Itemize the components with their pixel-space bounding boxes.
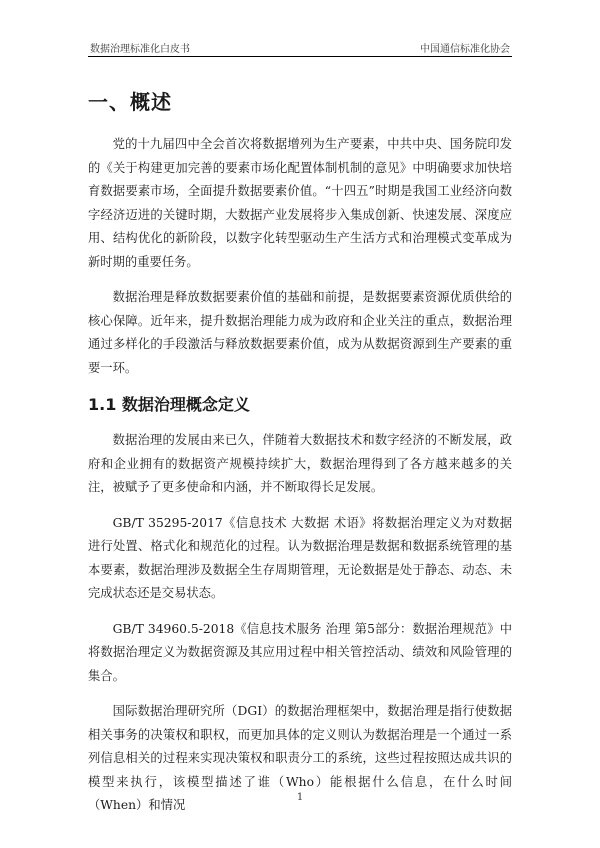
subsection-paragraph-4: 国际数据治理研究所（DGI）的数据治理框架中，数据治理是指行使数据相关事务的决策权和职权，而更加具体的定义则认为数据治理是一个通过一系列信息相关的过程来实现决策权和职责分工的系统，这些过程按照达成共识的模型来执行，该模型描述了谁（Who）能根据什么信息，在什么时间（When）和情况 (88, 704, 512, 812)
section-paragraph-2: 数据治理是释放数据要素价值的基础和前提，是数据要素资源优质供给的核心保障。近年来，提升数据治理能力成为政府和企业关注的重点，数据治理通过多样化的手段激活与释放数据要素价值，成为从数据资源到生产要素的重要一环。 (88, 290, 512, 375)
subsection-title: 1.1 数据治理概念定义 (88, 395, 250, 414)
header-document-title: 数据治理标准化白皮书 (90, 44, 190, 55)
page-footer (0, 792, 600, 803)
section-paragraph-1: 党的十九届四中全会首次将数据增列为生产要素，中共中央、国务院印发的《关于构建更加完善的要素市场化配置体制机制的意见》中明确要求加快培育数据要素市场，全面提升数据要素价值。“十四五”时期是我国工业经济向数字经济迈进的关键时期，大数据产业发展将步入集成创新、快速发展、深度应用、结构优化的新阶段，以数字化转型驱动生产生活方式和治理模式变革成为新时期的重要任务。 (88, 137, 512, 269)
subsection-paragraph-3: GB/T 34960.5-2018《信息技术服务 治理 第5部分：数据治理规范》中将数据治理定义为数据资源及其应用过程中相关管控活动、绩效和风险管理的集合。 (88, 621, 512, 683)
subsection-paragraph-2: GB/T 35295-2017《信息技术 大数据 术语》将数据治理定义为对数据进行处置、格式化和规范化的过程。认为数据治理是数据和数据系统管理的基本要素，数据治理涉及数据全生存周期管理，无论数据是处于静态、动态、未完成状态还是交易状态。 (88, 515, 512, 600)
header-organization: 中国通信标准化协会 (420, 44, 510, 55)
subsection-paragraph-1: 数据治理的发展由来已久，伴随着大数据技术和数字经济的不断发展，政府和企业拥有的数据资产规模持续扩大，数据治理得到了各方越来越多的关注，被赋予了更多使命和内涵，并不断取得长足发展。 (88, 433, 512, 494)
page-number: 1 (296, 792, 304, 803)
page-header (88, 36, 512, 57)
section-title: 一、概述 (88, 90, 172, 114)
page-content (88, 86, 512, 830)
